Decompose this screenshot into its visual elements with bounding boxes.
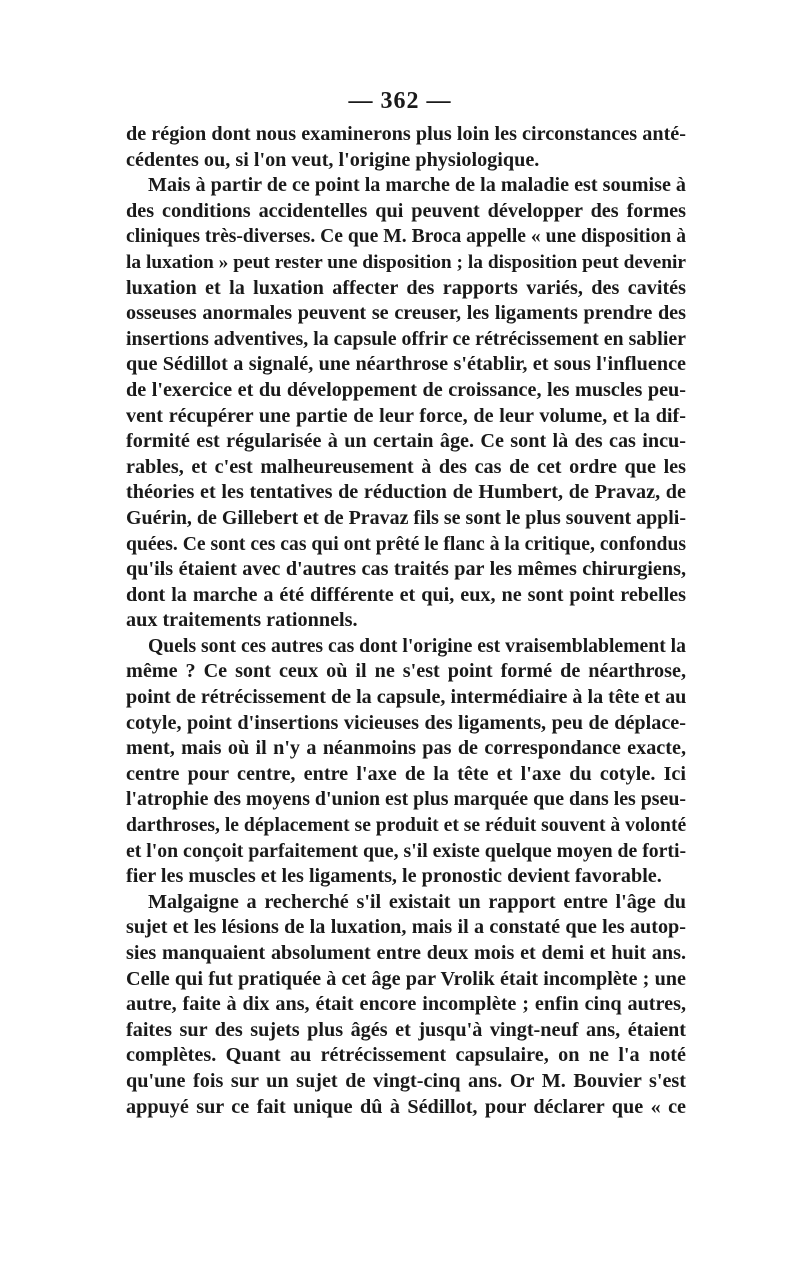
text-line: de région dont nous examinerons plus loin les circonstances anté-: [126, 123, 686, 145]
text-line: rables, et c'est malheureusement à des cas de cet ordre que les: [126, 455, 686, 478]
text-line: même ? Ce sont ceux où il ne s'est point formé de néarthrose,: [126, 660, 686, 683]
text-line: que Sédillot a signalé, une néarthrose s'établir, et sous l'influence: [126, 353, 686, 376]
text-line: vent récupérer une partie de leur force, de leur volume, et la dif-: [126, 404, 686, 427]
text-line: cédentes ou, si l'on veut, l'origine physiologique.: [126, 148, 540, 171]
text-line: luxation et la luxation affecter des rapports variés, des cavités: [126, 276, 686, 299]
text-line: cliniques très-diverses. Ce que M. Broca appelle « une disposition à: [126, 226, 686, 248]
text-line: dont la marche a été différente et qui, eux, ne sont point rebelles: [126, 583, 686, 606]
text-line: la luxation » peut rester une disposition ; la disposition peut devenir: [126, 251, 686, 273]
text-line: cotyle, point d'insertions vicieuses des ligaments, peu de déplace-: [126, 711, 686, 734]
text-line: insertions adventives, la capsule offrir ce rétrécissement en sablier: [126, 327, 686, 350]
text-line: sujet et les lésions de la luxation, mais il a constaté que les autop-: [126, 916, 686, 939]
text-line: sies manquaient absolument entre deux mois et demi et huit ans.: [126, 942, 686, 964]
text-line: aux traitements rationnels.: [126, 609, 358, 632]
text-line: appuyé sur ce fait unique dû à Sédillot, pour déclarer que « ce: [126, 1095, 686, 1118]
text-line: formité est régularisée à un certain âge. Ce sont là des cas incu-: [126, 430, 686, 453]
text-line: des conditions accidentelles qui peuvent développer des formes: [126, 199, 686, 222]
text-line: fier les muscles et les ligaments, le pronostic devient favorable.: [126, 865, 662, 888]
text-line: qu'une fois sur un sujet de vingt-cinq ans. Or M. Bouvier s'est: [126, 1069, 686, 1092]
text-line: osseuses anormales peuvent se creuser, les ligaments prendre des: [126, 302, 686, 325]
text-line: Celle qui fut pratiquée à cet âge par Vrolik était incomplète ; une: [126, 967, 686, 990]
text-line: complètes. Quant au rétrécissement capsulaire, on ne l'a noté: [126, 1044, 686, 1067]
text-line: Mais à partir de ce point la marche de la maladie est soumise à: [148, 174, 686, 197]
text-line: faites sur des sujets plus âgés et jusqu'à vingt-neuf ans, étaient: [126, 1018, 686, 1041]
text-line: de l'exercice et du développement de croissance, les muscles peu-: [126, 378, 686, 401]
text-line: darthroses, le déplacement se produit et se réduit souvent à volonté: [126, 815, 687, 837]
text-line: centre pour centre, entre l'axe de la tête et l'axe du cotyle. Ici: [126, 762, 686, 785]
text-line: ment, mais où il n'y a néanmoins pas de correspondance exacte,: [126, 737, 686, 760]
text-line: point de rétrécissement de la capsule, intermédiaire à la tête et au: [126, 686, 687, 709]
text-line: et l'on conçoit parfaitement que, s'il existe quelque moyen de forti-: [126, 839, 687, 862]
text-line: l'atrophie des moyens d'union est plus marquée que dans les pseu-: [126, 788, 686, 811]
text-line: Malgaigne a recherché s'il existait un rapport entre l'âge du: [148, 890, 686, 913]
body-text: [126, 122, 686, 1120]
text-line: théories et les tentatives de réduction de Humbert, de Pravaz, de: [126, 481, 686, 504]
text-line: Quels sont ces autres cas dont l'origine est vraisemblablement la: [148, 634, 686, 657]
page-number: — 362 —: [348, 88, 452, 114]
text-line: quées. Ce sont ces cas qui ont prêté le flanc à la critique, confondus: [126, 532, 686, 555]
text-line: autre, faite à dix ans, était encore incomplète ; enfin cinq autres,: [126, 993, 686, 1016]
text-line: Guérin, de Gillebert et de Pravaz fils se sont le plus souvent appli-: [126, 506, 686, 529]
text-line: qu'ils étaient avec d'autres cas traités par les mêmes chirurgiens,: [126, 558, 686, 581]
